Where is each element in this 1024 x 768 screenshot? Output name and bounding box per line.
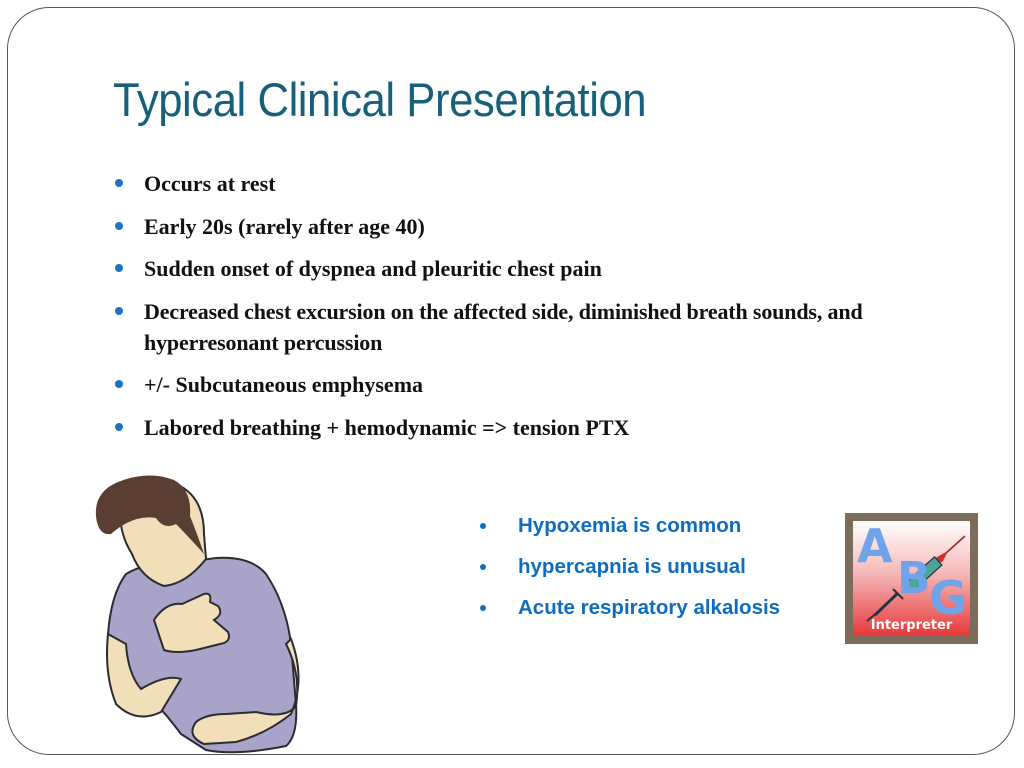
bullet-item: +/- Subcutaneous emphysema — [115, 369, 975, 400]
abg-finding-item: hypercapnia is unusual — [478, 550, 780, 591]
bullet-item: Decreased chest excursion on the affected side, diminished breath sounds, and hyperresonant percussion — [115, 296, 975, 358]
abg-finding-item: Acute respiratory alkalosis — [478, 591, 780, 632]
abg-interpreter-logo — [845, 513, 978, 644]
man-clutching-chest-icon — [86, 474, 316, 756]
bullet-item: Occurs at rest — [115, 168, 975, 199]
abg-letter-b: B — [897, 553, 931, 604]
bullet-dot-icon — [115, 307, 123, 315]
bullet-dot-icon — [115, 423, 123, 431]
bullet-item: Sudden onset of dyspnea and pleuritic chest pain — [115, 253, 975, 284]
bullet-dot-icon — [115, 222, 123, 230]
bullet-dot-icon — [480, 523, 486, 529]
bullet-dot-icon — [115, 264, 123, 272]
abg-logo-label: Interpreter — [870, 618, 953, 633]
abg-letter-a: A — [857, 521, 893, 573]
bullet-dot-icon — [480, 605, 486, 611]
bullet-dot-icon — [115, 380, 123, 388]
bullet-dot-icon — [480, 564, 486, 570]
presentation-bullet-list — [115, 168, 975, 454]
abg-logo-background — [853, 521, 970, 636]
slide-title: Typical Clinical Presentation — [113, 73, 647, 126]
bullet-item: Labored breathing + hemodynamic => tension PTX — [115, 412, 975, 443]
abg-finding-item: Hypoxemia is common — [478, 509, 780, 550]
bullet-dot-icon — [115, 179, 123, 187]
abg-findings-list — [478, 509, 780, 632]
abg-letter-g: G — [929, 571, 967, 625]
bullet-item: Early 20s (rarely after age 40) — [115, 211, 975, 242]
